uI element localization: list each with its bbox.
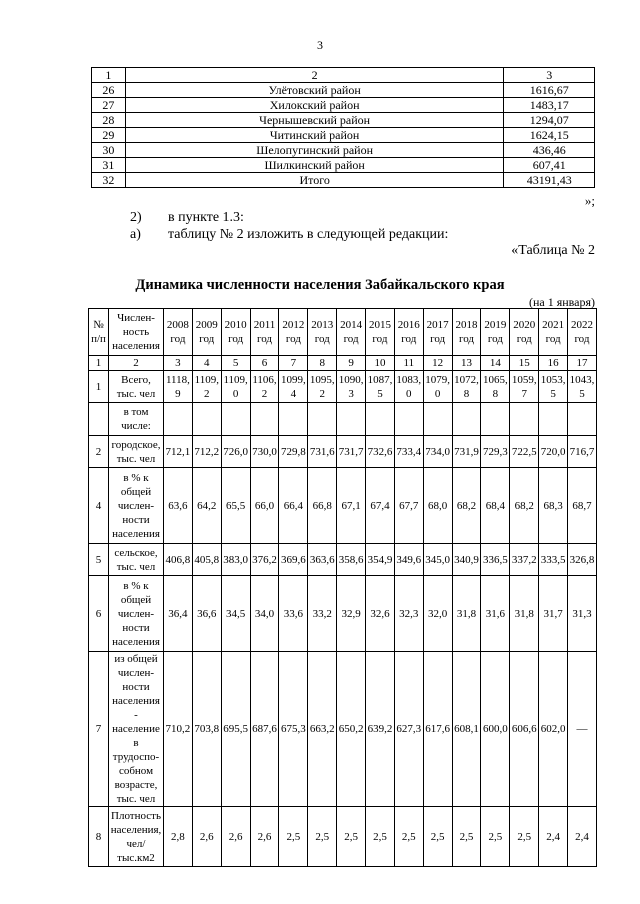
value-cell: 32,0 <box>423 576 452 652</box>
value-cell: 617,6 <box>423 652 452 807</box>
value-cell: 732,6 <box>366 436 395 468</box>
row-number: 27 <box>92 98 126 113</box>
row-number: 8 <box>89 807 109 867</box>
value-cell: 65,5 <box>221 468 250 544</box>
header-indicator: Числен-ность населения <box>109 309 164 356</box>
value-cell: 68,2 <box>510 468 539 544</box>
value-cell: 68,3 <box>539 468 568 544</box>
value-cell: 1072,8 <box>452 371 481 403</box>
row-number: 30 <box>92 143 126 158</box>
row-number <box>89 403 109 436</box>
value-cell <box>510 403 539 436</box>
value-cell: 337,2 <box>510 544 539 576</box>
value-cell: 2,5 <box>481 807 510 867</box>
item-number: 2) <box>130 210 142 225</box>
header-number: № п/п <box>89 309 109 356</box>
page-number: 3 <box>317 38 323 52</box>
column-number: 5 <box>221 356 250 371</box>
value-cell: 63,6 <box>164 468 193 544</box>
column-number: 7 <box>279 356 308 371</box>
value-cell: 31,8 <box>452 576 481 652</box>
table-title: Динамика численности населения Забайкальского края <box>135 277 505 293</box>
value-cell: 33,6 <box>279 576 308 652</box>
column-number: 1 <box>89 356 109 371</box>
value-cell: 31,3 <box>568 576 597 652</box>
value-cell: 31,7 <box>539 576 568 652</box>
column-number: 2 <box>109 356 164 371</box>
value-cell: 64,2 <box>192 468 221 544</box>
district-name: Чернышевский район <box>125 113 504 128</box>
indicator-name: Всего, тыс. чел <box>109 371 164 403</box>
column-number: 10 <box>366 356 395 371</box>
table-row <box>89 403 597 436</box>
area-value: 607,41 <box>504 158 595 173</box>
value-cell: 2,5 <box>452 807 481 867</box>
value-cell: 2,6 <box>192 807 221 867</box>
indicator-name: в % к общей числен-ности населения <box>109 468 164 544</box>
value-cell: 675,3 <box>279 652 308 807</box>
column-number: 12 <box>423 356 452 371</box>
value-cell: 66,8 <box>308 468 337 544</box>
value-cell <box>366 403 395 436</box>
value-cell: 1065,8 <box>481 371 510 403</box>
value-cell: 66,0 <box>250 468 279 544</box>
value-cell: 731,9 <box>452 436 481 468</box>
header-year: 2013 год <box>308 309 337 356</box>
value-cell: 354,9 <box>366 544 395 576</box>
value-cell: 1099,4 <box>279 371 308 403</box>
value-cell <box>452 403 481 436</box>
table-row <box>89 468 597 544</box>
row-number: 29 <box>92 128 126 143</box>
value-cell: 68,2 <box>452 468 481 544</box>
area-value: 1624,15 <box>504 128 595 143</box>
value-cell: 1090,3 <box>337 371 366 403</box>
value-cell: 31,6 <box>481 576 510 652</box>
column-number: 9 <box>337 356 366 371</box>
table-row <box>89 807 597 867</box>
table-label: «Таблица № 2 <box>511 243 595 258</box>
value-cell: 2,4 <box>568 807 597 867</box>
header-year: 2021 год <box>539 309 568 356</box>
value-cell: 663,2 <box>308 652 337 807</box>
column-number: 3 <box>164 356 193 371</box>
value-cell <box>481 403 510 436</box>
value-cell: 405,8 <box>192 544 221 576</box>
value-cell: 602,0 <box>539 652 568 807</box>
value-cell: 2,5 <box>279 807 308 867</box>
header-year: 2015 год <box>366 309 395 356</box>
header-year: 2011 год <box>250 309 279 356</box>
table-row <box>92 113 595 128</box>
value-cell: 2,5 <box>423 807 452 867</box>
district-name: Читинский район <box>125 128 504 143</box>
value-cell: 606,6 <box>510 652 539 807</box>
header-year: 2008 год <box>164 309 193 356</box>
population-dynamics-table <box>88 308 597 867</box>
value-cell <box>250 403 279 436</box>
value-cell: 2,6 <box>250 807 279 867</box>
row-number: 1 <box>89 371 109 403</box>
value-cell: 2,5 <box>366 807 395 867</box>
value-cell: 627,3 <box>394 652 423 807</box>
value-cell: 730,0 <box>250 436 279 468</box>
value-cell: 363,6 <box>308 544 337 576</box>
header-year: 2017 год <box>423 309 452 356</box>
value-cell: 68,7 <box>568 468 597 544</box>
header-year: 2014 год <box>337 309 366 356</box>
value-cell: 716,7 <box>568 436 597 468</box>
area-value: 436,46 <box>504 143 595 158</box>
value-cell: 67,1 <box>337 468 366 544</box>
table-row <box>89 576 597 652</box>
row-number: 7 <box>89 652 109 807</box>
table-header-row <box>92 68 595 83</box>
value-cell: 650,2 <box>337 652 366 807</box>
value-cell: 333,5 <box>539 544 568 576</box>
column-number: 11 <box>394 356 423 371</box>
row-number: 26 <box>92 83 126 98</box>
value-cell: 1118,9 <box>164 371 193 403</box>
table-row <box>92 128 595 143</box>
value-cell: 729,3 <box>481 436 510 468</box>
table-row <box>89 544 597 576</box>
header-year: 2018 год <box>452 309 481 356</box>
area-value: 1483,17 <box>504 98 595 113</box>
value-cell: 729,8 <box>279 436 308 468</box>
value-cell: 600,0 <box>481 652 510 807</box>
header-year: 2019 год <box>481 309 510 356</box>
value-cell <box>221 403 250 436</box>
header-year: 2012 год <box>279 309 308 356</box>
value-cell: 733,4 <box>394 436 423 468</box>
column-number: 8 <box>308 356 337 371</box>
value-cell: 34,0 <box>250 576 279 652</box>
value-cell: 376,2 <box>250 544 279 576</box>
value-cell: 406,8 <box>164 544 193 576</box>
value-cell: 2,5 <box>308 807 337 867</box>
value-cell: 734,0 <box>423 436 452 468</box>
district-name: 2 <box>125 68 504 83</box>
column-number: 16 <box>539 356 568 371</box>
value-cell: 68,4 <box>481 468 510 544</box>
area-value: 1616,67 <box>504 83 595 98</box>
value-cell: — <box>568 652 597 807</box>
value-cell: 722,5 <box>510 436 539 468</box>
table-row <box>89 436 597 468</box>
column-number: 4 <box>192 356 221 371</box>
column-number: 15 <box>510 356 539 371</box>
value-cell: 720,0 <box>539 436 568 468</box>
district-name: Итого <box>125 173 504 188</box>
value-cell: 2,8 <box>164 807 193 867</box>
value-cell: 336,5 <box>481 544 510 576</box>
district-name: Хилокский район <box>125 98 504 113</box>
value-cell: 687,6 <box>250 652 279 807</box>
table-header-row <box>89 309 597 356</box>
row-number: 5 <box>89 544 109 576</box>
indicator-name: в том числе: <box>109 403 164 436</box>
value-cell: 1083,0 <box>394 371 423 403</box>
value-cell: 1059,7 <box>510 371 539 403</box>
table-row <box>92 173 595 188</box>
header-year: 2010 год <box>221 309 250 356</box>
value-cell: 1109,2 <box>192 371 221 403</box>
value-cell: 608,1 <box>452 652 481 807</box>
value-cell: 1095,2 <box>308 371 337 403</box>
table-row <box>92 158 595 173</box>
value-cell: 1087,5 <box>366 371 395 403</box>
indicator-name: Плотность населения, чел/тыс.км2 <box>109 807 164 867</box>
value-cell: 31,8 <box>510 576 539 652</box>
district-name: Шелопугинский район <box>125 143 504 158</box>
value-cell: 712,1 <box>164 436 193 468</box>
district-area-table <box>91 67 595 188</box>
area-value: 43191,43 <box>504 173 595 188</box>
value-cell: 32,3 <box>394 576 423 652</box>
header-year: 2020 год <box>510 309 539 356</box>
area-value: 1294,07 <box>504 113 595 128</box>
area-value: 3 <box>504 68 595 83</box>
value-cell: 36,6 <box>192 576 221 652</box>
value-cell: 703,8 <box>192 652 221 807</box>
value-cell: 358,6 <box>337 544 366 576</box>
column-number: 17 <box>568 356 597 371</box>
column-number: 6 <box>250 356 279 371</box>
header-year: 2016 год <box>394 309 423 356</box>
column-number: 14 <box>481 356 510 371</box>
value-cell: 326,8 <box>568 544 597 576</box>
table-date-note: (на 1 января) <box>528 295 595 309</box>
indicator-name: сельское, тыс. чел <box>109 544 164 576</box>
item-text: в пункте 1.3: <box>168 210 244 225</box>
value-cell: 695,5 <box>221 652 250 807</box>
value-cell: 726,0 <box>221 436 250 468</box>
value-cell: 639,2 <box>366 652 395 807</box>
item-text: таблицу № 2 изложить в следующей редакции: <box>168 227 449 242</box>
value-cell: 2,5 <box>337 807 366 867</box>
table-row <box>92 98 595 113</box>
district-name: Шилкинский район <box>125 158 504 173</box>
row-number: 32 <box>92 173 126 188</box>
value-cell <box>279 403 308 436</box>
value-cell: 34,5 <box>221 576 250 652</box>
value-cell <box>337 403 366 436</box>
table-row <box>89 371 597 403</box>
value-cell: 345,0 <box>423 544 452 576</box>
value-cell <box>539 403 568 436</box>
column-numbers-row <box>89 356 597 371</box>
value-cell: 2,4 <box>539 807 568 867</box>
indicator-name: из общей числен-ности населения - население в трудоспо-собном возрасте, тыс. чел <box>109 652 164 807</box>
value-cell <box>308 403 337 436</box>
row-number: 4 <box>89 468 109 544</box>
value-cell <box>394 403 423 436</box>
value-cell: 1053,5 <box>539 371 568 403</box>
value-cell <box>164 403 193 436</box>
column-number: 13 <box>452 356 481 371</box>
value-cell: 1079,0 <box>423 371 452 403</box>
item-number: а) <box>130 227 141 242</box>
value-cell: 340,9 <box>452 544 481 576</box>
value-cell: 32,6 <box>366 576 395 652</box>
value-cell: 383,0 <box>221 544 250 576</box>
indicator-name: городское, тыс. чел <box>109 436 164 468</box>
row-number: 2 <box>89 436 109 468</box>
value-cell: 710,2 <box>164 652 193 807</box>
value-cell <box>568 403 597 436</box>
header-year: 2009 год <box>192 309 221 356</box>
value-cell: 349,6 <box>394 544 423 576</box>
row-number: 31 <box>92 158 126 173</box>
value-cell: 731,7 <box>337 436 366 468</box>
value-cell: 36,4 <box>164 576 193 652</box>
value-cell: 67,7 <box>394 468 423 544</box>
table-row <box>92 143 595 158</box>
table-row <box>92 83 595 98</box>
row-number: 1 <box>92 68 126 83</box>
value-cell: 712,2 <box>192 436 221 468</box>
value-cell: 2,5 <box>510 807 539 867</box>
value-cell: 1106,2 <box>250 371 279 403</box>
row-number: 6 <box>89 576 109 652</box>
value-cell: 731,6 <box>308 436 337 468</box>
value-cell: 2,5 <box>394 807 423 867</box>
value-cell: 68,0 <box>423 468 452 544</box>
district-name: Улётовский район <box>125 83 504 98</box>
table-row <box>89 652 597 807</box>
row-number: 28 <box>92 113 126 128</box>
value-cell: 1109,0 <box>221 371 250 403</box>
value-cell <box>192 403 221 436</box>
value-cell: 33,2 <box>308 576 337 652</box>
value-cell: 369,6 <box>279 544 308 576</box>
value-cell <box>423 403 452 436</box>
value-cell: 66,4 <box>279 468 308 544</box>
value-cell: 67,4 <box>366 468 395 544</box>
value-cell: 32,9 <box>337 576 366 652</box>
value-cell: 2,6 <box>221 807 250 867</box>
indicator-name: в % к общей числен-ности населения <box>109 576 164 652</box>
header-year: 2022 год <box>568 309 597 356</box>
closing-quote: »; <box>584 193 595 208</box>
value-cell: 1043,5 <box>568 371 597 403</box>
